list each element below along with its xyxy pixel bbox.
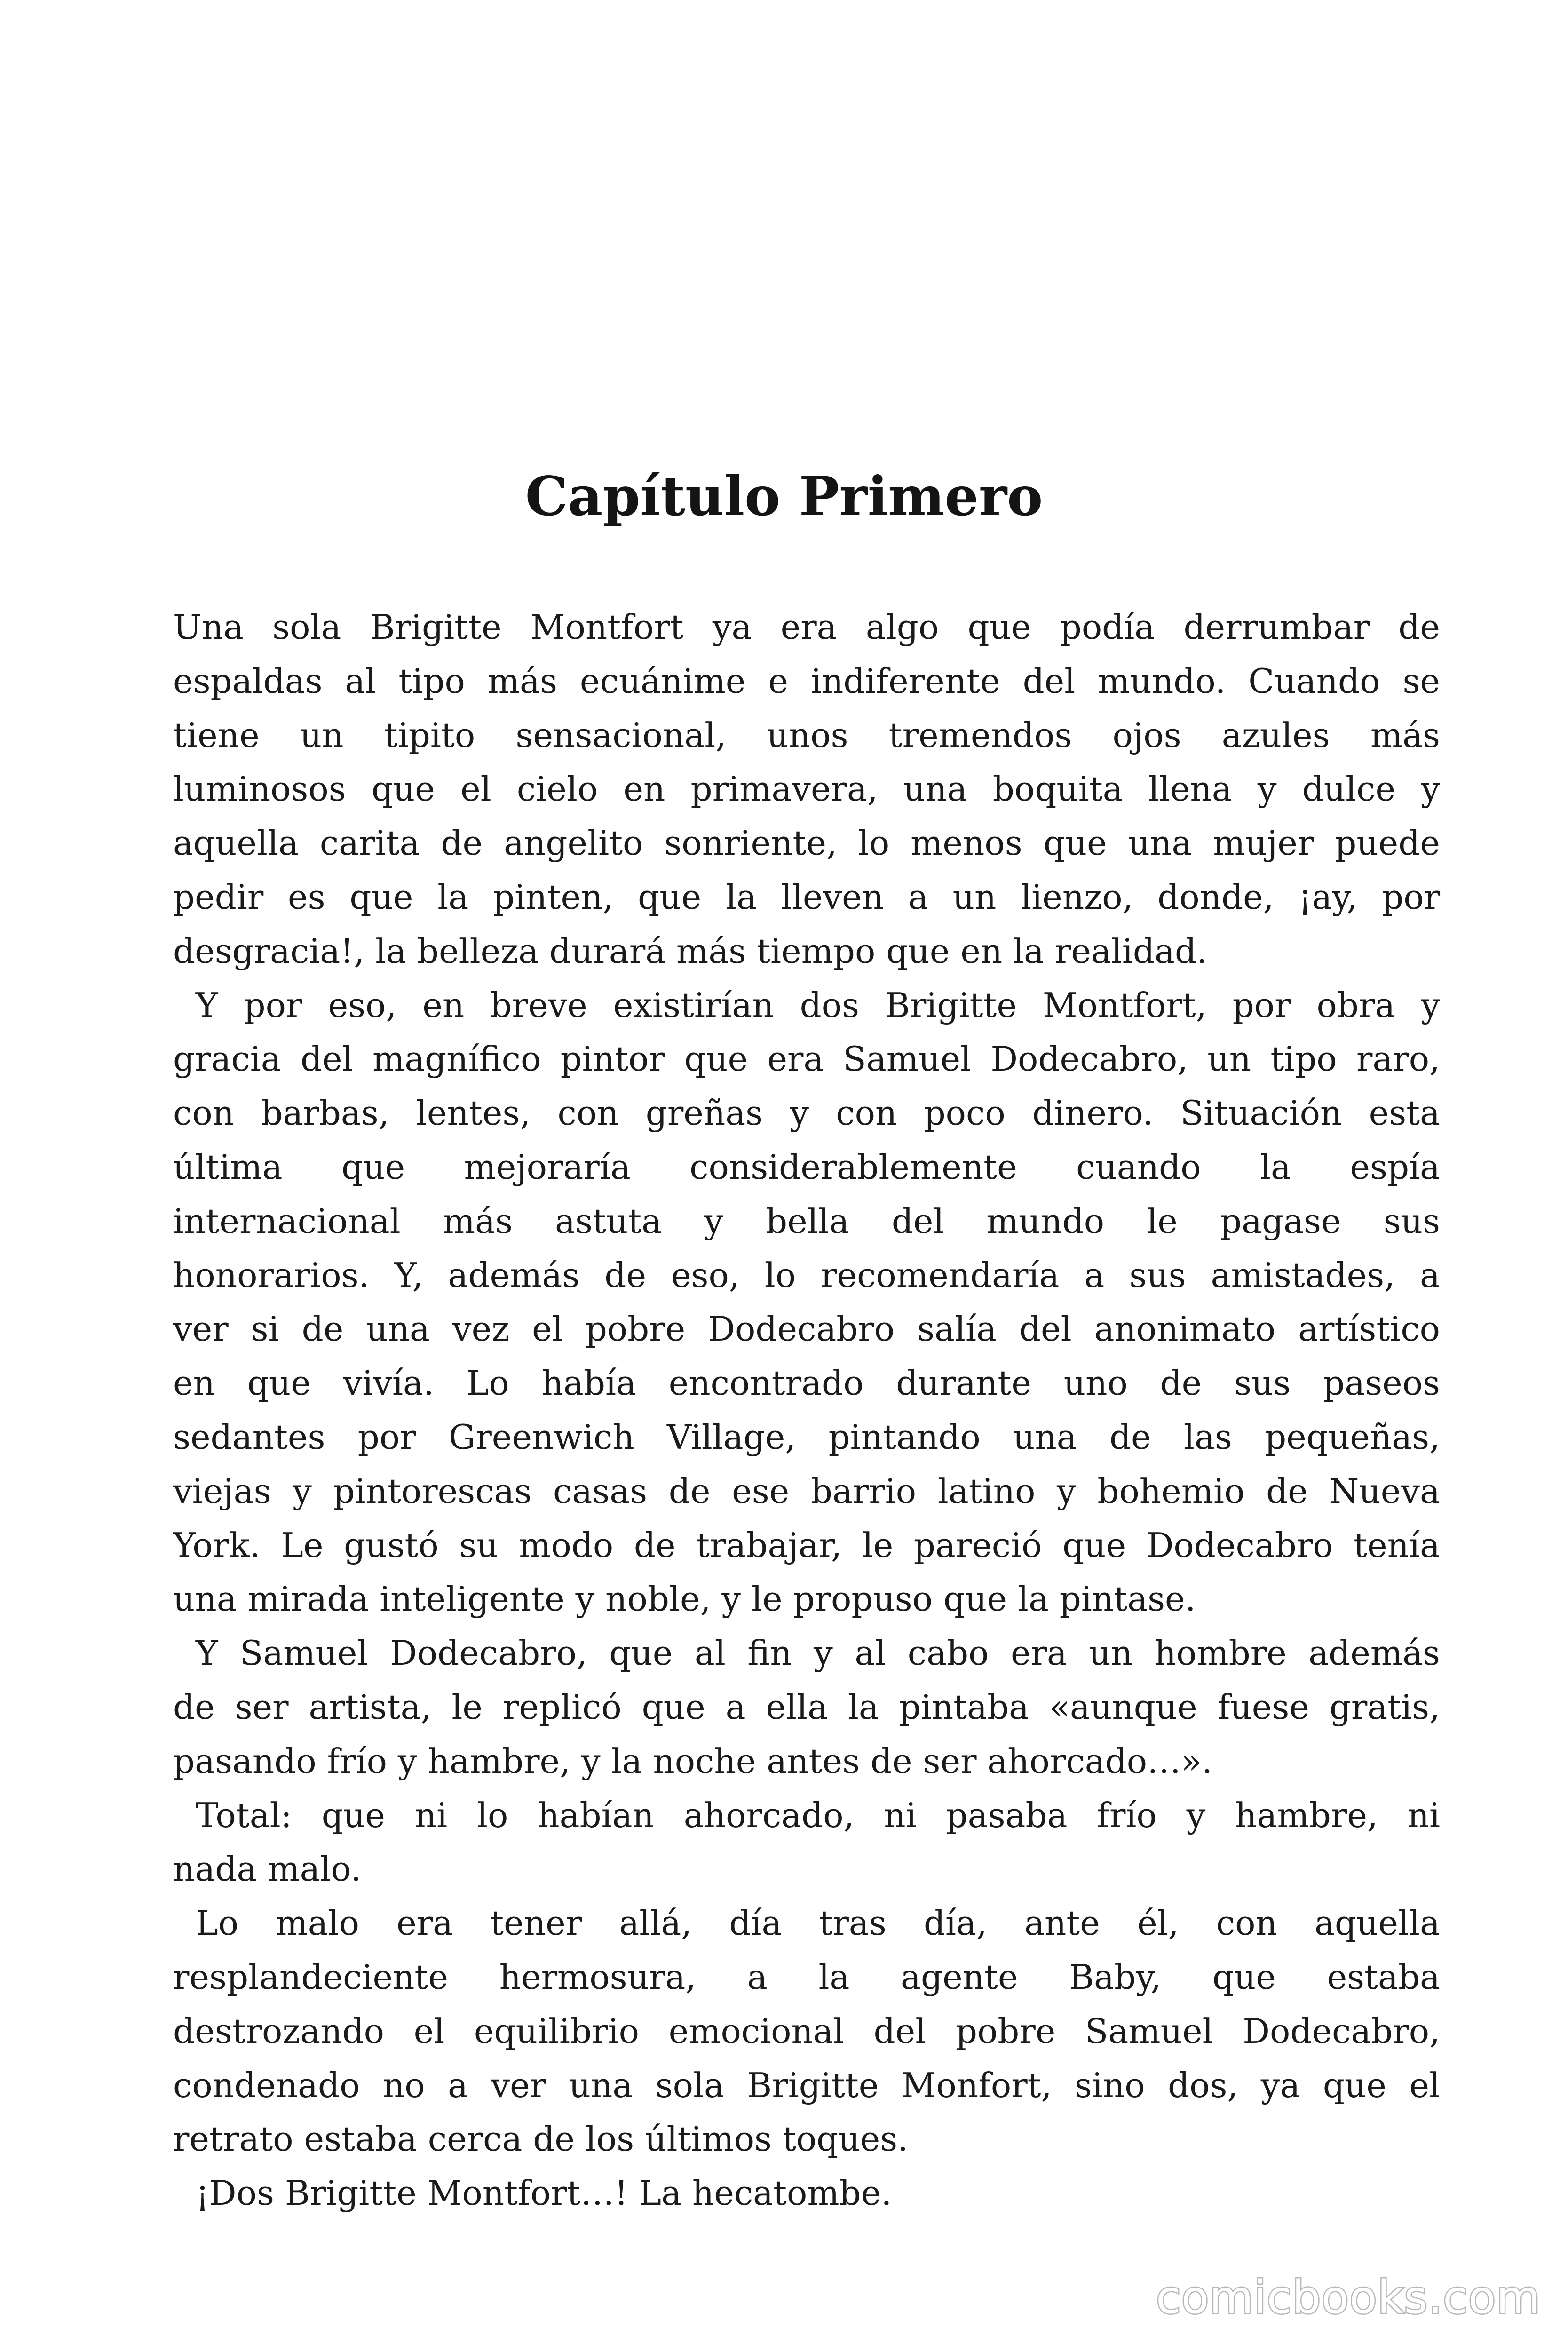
text-line-content: Lo malo era tener allá, día tras día, ante él, con aquella (196, 1903, 1440, 1943)
text-line (173, 1464, 1440, 1518)
text-line (173, 1680, 1440, 1734)
text-line (173, 1356, 1440, 1410)
text-line (173, 1518, 1440, 1573)
paragraph (173, 2166, 1440, 2220)
text-line (173, 924, 1440, 978)
text-line (173, 654, 1440, 708)
text-line-content: última que mejoraría considerablemente cuando la espía (173, 1147, 1440, 1187)
text-line (173, 1734, 1440, 1788)
paragraph (173, 978, 1440, 1627)
text-line (173, 762, 1440, 816)
text-line (173, 1896, 1440, 1950)
text-line (173, 1086, 1440, 1140)
text-line-content: tiene un tipito sensacional, unos tremendos ojos azules más (173, 715, 1440, 755)
text-line (173, 2004, 1440, 2058)
chapter-title: Capítulo Primero (525, 465, 1043, 528)
text-line (173, 600, 1440, 654)
text-line-content: sedantes por Greenwich Village, pintando una de las pequeñas, (173, 1417, 1440, 1457)
text-line-content: viejas y pintorescas casas de ese barrio latino y bohemio de Nueva (173, 1471, 1440, 1511)
text-line (173, 870, 1440, 924)
text-line-content: ¡Dos Brigitte Montfort…! La hecatombe. (196, 2173, 892, 2213)
paragraph (173, 1896, 1440, 2166)
text-line (173, 2058, 1440, 2113)
text-line-content: pedir es que la pinten, que la lleven a un lienzo, donde, ¡ay, por (173, 877, 1440, 917)
text-line-content: pasando frío y hambre, y la noche antes de ser ahorcado…». (173, 1741, 1213, 1781)
text-line-content: espaldas al tipo más ecuánime e indiferente del mundo. Cuando se (173, 661, 1440, 701)
text-line-content: Total: que ni lo habían ahorcado, ni pasaba frío y hambre, ni (196, 1795, 1440, 1835)
text-line-content: con barbas, lentes, con greñas y con poco dinero. Situación esta (173, 1093, 1440, 1133)
watermark-logo: comicbooks.com (1156, 2271, 1541, 2324)
text-line-content: gracia del magnífico pintor que era Samuel Dodecabro, un tipo raro, (173, 1039, 1440, 1079)
text-line (173, 1572, 1440, 1626)
text-line-content: Y por eso, en breve existirían dos Brigitte Montfort, por obra y (196, 985, 1440, 1025)
text-line (173, 2166, 1440, 2220)
text-line (173, 1302, 1440, 1356)
text-line-content: luminosos que el cielo en primavera, una boquita llena y dulce y (173, 769, 1440, 809)
text-line (173, 1626, 1440, 1680)
text-line (173, 1788, 1440, 1843)
text-line-content: una mirada inteligente y noble, y le propuso que la pintase. (173, 1579, 1196, 1619)
text-line (173, 1248, 1440, 1303)
text-line (173, 816, 1440, 870)
paragraph (173, 600, 1440, 978)
text-line (173, 1194, 1440, 1248)
text-line-content: resplandeciente hermosura, a la agente Baby, que estaba (173, 1957, 1440, 1997)
text-line (173, 2112, 1440, 2166)
text-line (173, 1950, 1440, 2004)
body-text (173, 600, 1440, 2220)
text-line-content: Y Samuel Dodecabro, que al fin y al cabo era un hombre además (196, 1633, 1440, 1673)
text-line-content: retrato estaba cerca de los últimos toques. (173, 2119, 909, 2159)
paragraph (173, 1788, 1440, 1897)
paragraph (173, 1626, 1440, 1788)
text-line-content: de ser artista, le replicó que a ella la pintaba «aunque fuese gratis, (173, 1687, 1440, 1727)
text-line-content: Una sola Brigitte Montfort ya era algo que podía derrumbar de (173, 607, 1440, 647)
text-line (173, 1140, 1440, 1194)
text-line-content: nada malo. (173, 1849, 362, 1889)
text-line-content: York. Le gustó su modo de trabajar, le pareció que Dodecabro tenía (173, 1525, 1440, 1565)
text-line-content: honorarios. Y, además de eso, lo recomendaría a sus amistades, a (173, 1255, 1440, 1295)
text-line-content: destrozando el equilibrio emocional del pobre Samuel Dodecabro, (173, 2011, 1440, 2051)
text-line (173, 708, 1440, 763)
text-line-content: internacional más astuta y bella del mundo le pagase sus (173, 1201, 1440, 1241)
text-line-content: desgracia!, la belleza durará más tiempo que en la realidad. (173, 931, 1207, 971)
text-line-content: ver si de una vez el pobre Dodecabro salía del anonimato artístico (173, 1309, 1440, 1349)
text-line-content: condenado no a ver una sola Brigitte Monfort, sino dos, ya que el (173, 2065, 1440, 2105)
text-line (173, 1842, 1440, 1896)
text-line-content: aquella carita de angelito sonriente, lo menos que una mujer puede (173, 823, 1440, 863)
text-line-content: en que vivía. Lo había encontrado durante uno de sus paseos (173, 1363, 1440, 1403)
text-line (173, 978, 1440, 1033)
text-line (173, 1032, 1440, 1086)
text-line (173, 1410, 1440, 1464)
